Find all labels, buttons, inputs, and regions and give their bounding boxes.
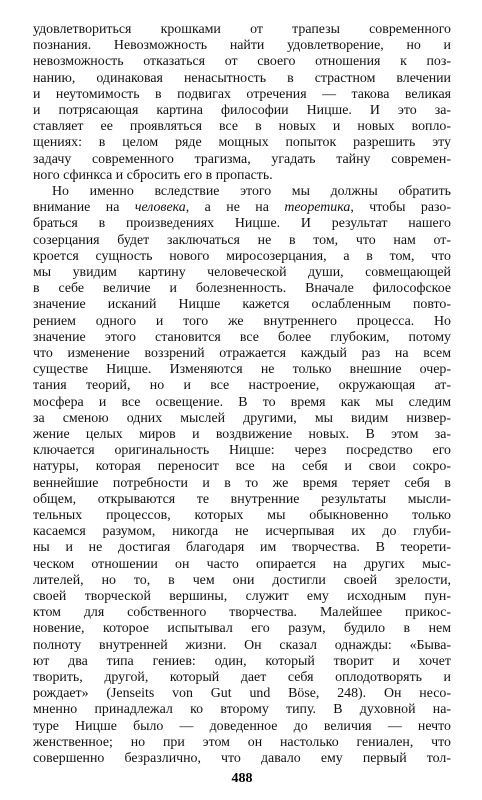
text-line: туре Ницше было — доведенное до величия — нечто [33, 718, 451, 734]
page-number: 488 [231, 771, 253, 786]
text-line: жение целых миров и воздвижение новых. В этом за- [33, 427, 451, 442]
text-line: браться в произведениях Ницше. И результат нашего [33, 216, 451, 232]
emphasis-human: человека [134, 200, 186, 216]
text-line: мненно принадлежал ко второму типу. В духовной на- [33, 702, 451, 718]
text-line: ного сфинкса и сбросить его в пропасть. [33, 167, 273, 183]
text-line: новение, которое испытывал его разум, будило в нем [33, 621, 451, 637]
text-line: познания. Невозможность найти удовлетворение, но и [33, 38, 451, 54]
text-line: и неутомимость в подвигах отречения — такова великая [33, 86, 451, 102]
text-line: ключается оригинальность Ницше: через посредство его [33, 443, 451, 459]
text-line: щениях: в целом ряде мощных попыток разрешить эту [33, 135, 451, 151]
text-line-with-emphasis: внимание на человека, а не на теоретика, чтобы разо- [33, 200, 451, 216]
book-page [33, 22, 451, 792]
text-line: значение исканий Ницше кажется ослабленным повто- [33, 297, 451, 313]
text-line: женственное; но при этом он настолько гениален, что [33, 734, 451, 750]
emphasis-theorist: теоретика [284, 200, 351, 216]
text-line: удовлетвориться крошками от трапезы современного [33, 22, 451, 37]
text-line: мосфера и все освещение. В то время как мы следим [33, 394, 451, 410]
text-line: значение этого становится все более глубоким, потому [33, 329, 451, 345]
text-line: ставляет ее проявляться все в новых и новых вопло- [33, 119, 451, 135]
text-line: ны и не достигая благодаря им творчества. В теорети- [33, 540, 451, 556]
text-line: своей творческой вершины, служит ему исходным пун- [33, 589, 451, 604]
text-line: тельных процессов, которых мы обыкновенно только [33, 508, 451, 523]
text-line: общем, открываются те внутренние результаты мысли- [33, 491, 451, 507]
text-line: ют два типа гениев: один, который творит и хочет [33, 653, 451, 669]
text-line: и потрясающая картина философии Ницше. И это за- [33, 103, 451, 118]
text-line: Но именно вследствие этого мы должны обратить [52, 184, 451, 199]
text-line: ктом для собственного творчества. Малейшее прикос- [33, 605, 451, 621]
text-line: мы увидим картину человеческой души, совмещающей [33, 265, 451, 280]
text-line: задачу современного трагизма, угадать тайну современ- [33, 151, 451, 167]
text-line: рением одного и того же внутреннего процесса. Но [33, 313, 451, 329]
text-line: кроется сущность нового миросозерцания, а в том, что [33, 248, 451, 264]
text-line: творить, другой, который дает себя оплодотворять и [33, 670, 451, 685]
text-line: касаемся разумом, никогда не исчерпывая их до глуби- [33, 524, 451, 540]
text-line: тания теорий, но и все настроение, окружающая ат- [33, 378, 451, 394]
text-line: веннейшие потребности и в то же время теряет себя в [33, 475, 451, 491]
text-line: что изменение воззрений отражается каждый раз на всем [33, 346, 451, 361]
text-line: в себе величие и болезненность. Вначале философское [33, 281, 451, 297]
text-line: созерцания будет заключаться не в том, что нам от- [33, 232, 451, 248]
text-line: ческом отношении он часто опирается на других мыс- [33, 556, 451, 572]
text-line: совершенно безразлично, что давало ему первый тол- [33, 751, 451, 766]
text-line: лителей, но то, в чем они достигли своей зрелости, [33, 572, 451, 588]
text-line: рождает» (Jenseits von Gut und Böse, 248). Он несо- [33, 686, 451, 702]
text-line: существе Ницше. Изменяются не только внешние очер- [33, 362, 451, 378]
text-line: за сменою одних мыслей другими, мы видим низвер- [33, 410, 451, 426]
text-line: невозможность отказаться от своего отношения к поз- [33, 54, 451, 70]
text-line: полноту внутренней жизни. Он сказал однажды: «Быва- [33, 637, 451, 653]
text-line: нанию, одинаковая ненасытность в страстном влечении [33, 70, 451, 86]
text-line: натуры, которая переносит все на себя и свои сокро- [33, 459, 451, 475]
